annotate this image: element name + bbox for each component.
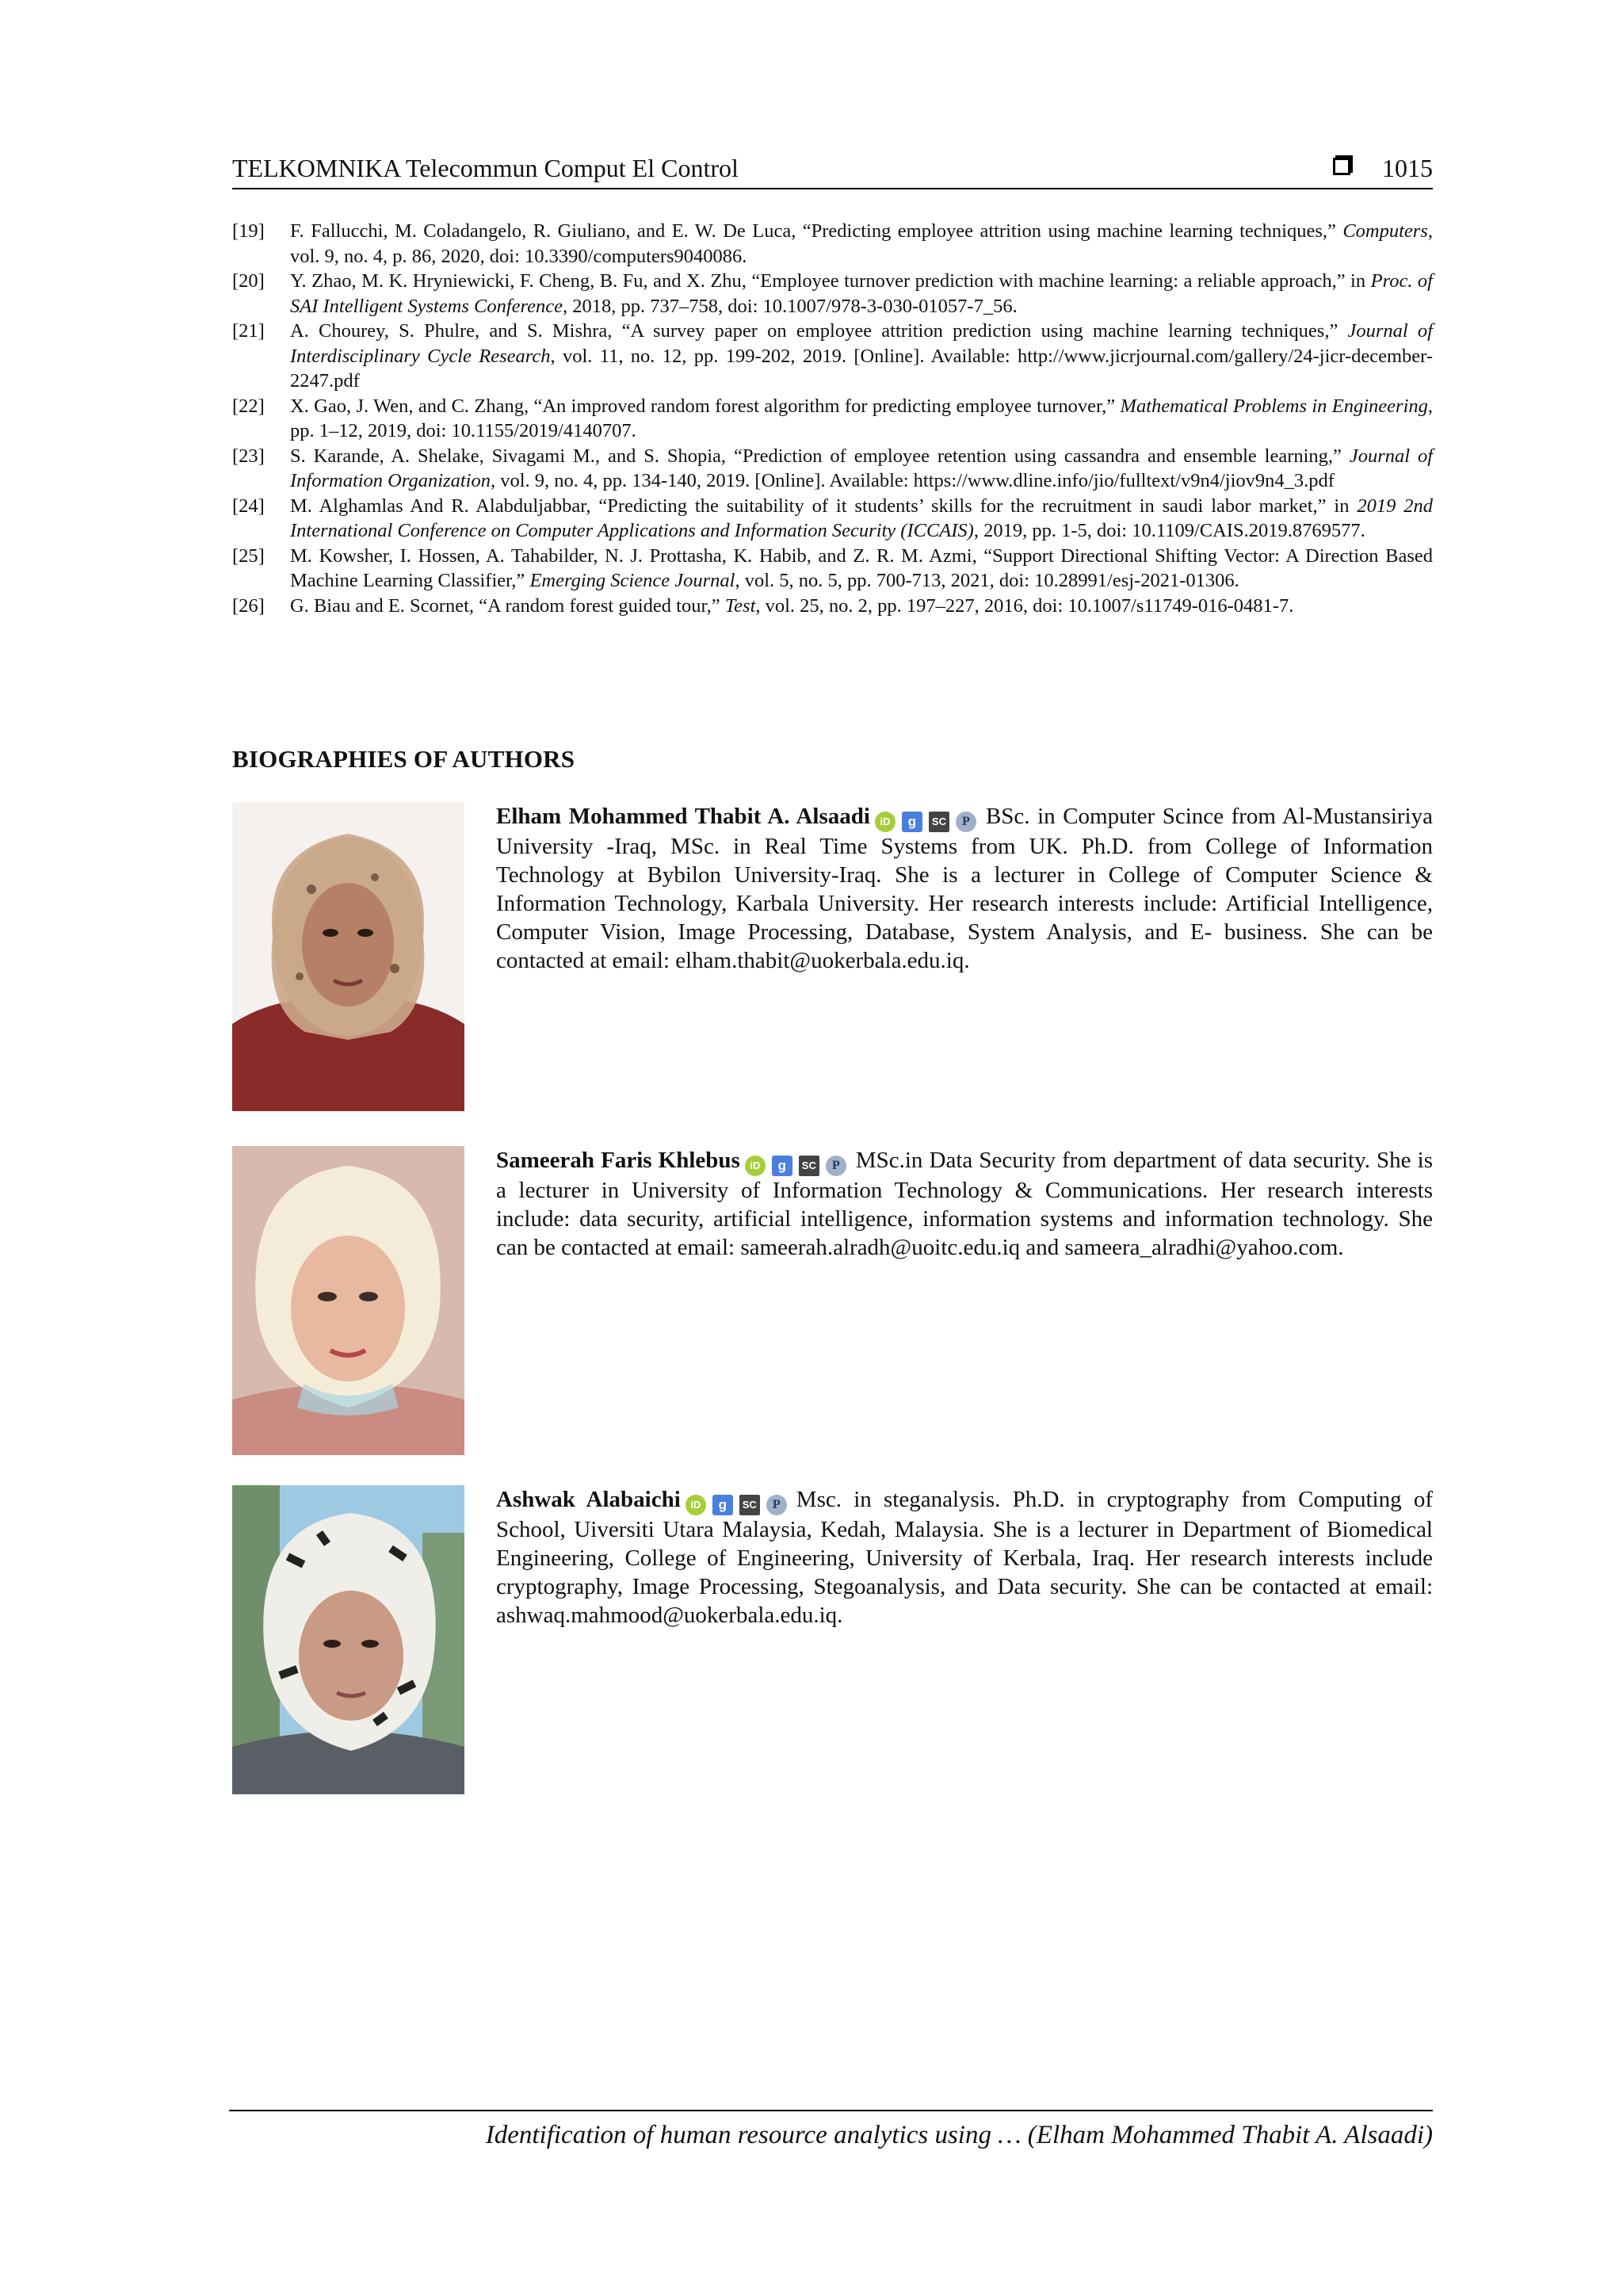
publons-icon[interactable]: P [826,1156,846,1176]
author-badges [875,812,976,832]
reference-source: Mathematical Problems in Engineering [1120,395,1428,417]
author-bio-3 [496,1485,1433,1629]
reference-text-run: , vol. 25, no. 2, pp. 197–227, 2016, doi: 10.1007/s11749-016-0481-7. [755,594,1294,617]
google-scholar-icon[interactable]: g [772,1156,792,1176]
reference-number: [25] [232,544,265,567]
reference-number: [20] [232,270,265,292]
author-name: Sameerah Faris Khlebus [496,1148,740,1173]
running-footer: Identification of human resource analytics using … (Elham Mohammed Thabit A. Alsaadi) [229,2110,1433,2150]
reference-text [290,594,1433,619]
reference-source: Test [724,594,756,617]
author-badges [745,1156,846,1176]
orcid-icon[interactable]: iD [875,812,896,832]
author-bio-1 [496,802,1433,975]
scopus-icon[interactable]: SC [799,1156,819,1176]
running-header [232,155,1433,189]
section-title: BIOGRAPHIES OF AUTHORS [232,745,575,773]
reference-source: Computers [1342,220,1428,242]
reference-text-run: Y. Zhao, M. K. Hryniewicki, F. Cheng, B. Fu, and X. Zhu, “Employee turnover prediction with machine learning: a reliable approach,” in [290,270,1371,292]
reference-item [232,269,1433,319]
author-badges [685,1495,787,1515]
author-bio-text: Msc. in steganalysis. Ph.D. in cryptography from Computing of School, Uiversiti Utara Malaysia, Kedah, Malaysia. She is a lecturer in Department of Biomedical Engineering, College of Engineering, University of Kerbala, Iraq. Her research interests include cryptography, Image Processing, Stegoanalysis, and Data security. She can be contacted at email: ashwaq.mahmood@uokerbala.edu.iq. [496,1487,1433,1628]
reference-text-run: M. Kowsher, I. Hossen, A. Tahabilder, N. J. Prottasha, K. Habib, and Z. R. M. Azmi, “Support Directional Shifting Vector: A Direction Based Machine Learning Classifier,” [290,544,1433,591]
reference-text [290,269,1433,319]
reference-text-run: , 2019, pp. 1-5, doi: 10.1109/CAIS.2019.8769577. [973,520,1365,541]
reference-text-run: , vol. 5, no. 5, pp. 700-713, 2021, doi: 10.28991/esj-2021-01306. [735,570,1239,591]
reference-text [290,319,1433,394]
reference-source: Journal of Interdisciplinary Cycle Research [290,320,1433,367]
reference-number: [26] [232,594,265,617]
publons-icon[interactable]: P [766,1495,787,1515]
reference-item [232,594,1433,619]
scopus-icon[interactable]: SC [739,1495,760,1515]
author-bio-2 [496,1146,1433,1262]
reference-number: [22] [232,395,265,417]
reference-source: Journal of Information Organization [290,445,1433,491]
reference-item [232,394,1433,444]
scopus-icon[interactable]: SC [929,812,949,832]
author-bio-text: MSc.in Data Security from department of data security. She is a lecturer in University of Information Technology & Communications. Her research interests include: data security, artificial intelligence, information systems and information technology. She can be contacted at email: sameerah.alradh@uoitc.edu.iq and sameera_alradhi@yahoo.com. [496,1148,1433,1260]
reference-text [290,394,1433,444]
reference-number: [23] [232,445,265,467]
orcid-icon[interactable]: iD [685,1495,706,1515]
reference-text-run: A. Chourey, S. Phulre, and S. Mishra, “A survey paper on employee attrition prediction using machine learning techniques,” [290,320,1348,342]
header-right [1333,154,1433,183]
reference-text [290,444,1433,494]
google-scholar-icon[interactable]: g [902,812,922,832]
reference-text [290,494,1433,544]
page-number: 1015 [1382,154,1433,182]
reference-text-run: , vol. 11, no. 12, pp. 199-202, 2019. [Online]. Available: http://www.jicrjournal.com/gallery/24-jicr-december-2247.pdf [290,345,1434,392]
author-photo-1 [232,802,464,1111]
orcid-icon[interactable]: iD [745,1156,766,1176]
reference-source: Emerging Science Journal [529,570,735,591]
publons-icon[interactable]: P [956,812,976,832]
reference-number: [19] [232,220,265,242]
square-bullet-icon [1333,158,1350,175]
author-bio-text: BSc. in Computer Scince from Al-Mustansiriya University -Iraq, MSc. in Real Time Systems from UK. Ph.D. from College of Information Technology at Bybilon University-Iraq. She is a lecturer in College of Computer Science & Information Technology, Karbala University. Her research interests include: Artificial Intelligence, Computer Vision, Image Processing, Database, System Analysis, and E- business. She can be contacted at email: elham.thabit@uokerbala.edu.iq. [496,804,1433,973]
reference-list [232,219,1433,618]
journal-name: TELKOMNIKA Telecommun Comput El Control [232,154,739,182]
author-photo-2 [232,1146,464,1455]
reference-text-run: S. Karande, A. Shelake, Sivagami M., and S. Shopia, “Prediction of employee retention using cassandra and ensemble learning,” [290,445,1350,467]
reference-item [232,544,1433,594]
reference-text-run: G. Biau and E. Scornet, “A random forest guided tour,” [290,594,725,617]
google-scholar-icon[interactable]: g [712,1495,733,1515]
author-name: Ashwak Alabaichi [496,1487,681,1512]
reference-text-run: , vol. 9, no. 4, p. 86, 2020, doi: 10.3390/computers9040086. [290,220,1433,267]
reference-text-run: X. Gao, J. Wen, and C. Zhang, “An improved random forest algorithm for predicting employee turnover,” [290,395,1121,417]
reference-item [232,319,1433,394]
reference-text-run: , 2018, pp. 737–758, doi: 10.1007/978-3-030-01057-7_56. [563,295,1018,317]
reference-text-run: F. Fallucchi, M. Coladangelo, R. Giuliano, and E. W. De Luca, “Predicting employee attrition using machine learning techniques,” [290,220,1343,242]
reference-text [290,219,1433,269]
reference-text [290,544,1433,594]
reference-item [232,494,1433,544]
reference-text-run: , pp. 1–12, 2019, doi: 10.1155/2019/4140707. [290,395,1433,441]
reference-item [232,219,1433,269]
reference-text-run: , vol. 9, no. 4, pp. 134-140, 2019. [Online]. Available: https://www.dline.info/jio/fulltext/v9n4/jiov9n4_3.pdf [490,470,1335,491]
author-photo-3 [232,1485,464,1794]
reference-item [232,444,1433,494]
reference-text-run: M. Alghamlas And R. Alabduljabbar, “Predicting the suitability of it students’ skills for the recruitment in saudi labor market,” in [290,495,1358,517]
reference-number: [24] [232,495,265,517]
reference-source: 2019 2nd International Conference on Computer Applications and Information Security (ICCAIS) [290,495,1434,541]
reference-number: [21] [232,320,265,342]
author-name: Elham Mohammed Thabit A. Alsaadi [496,804,870,829]
reference-source: Proc. of SAI Intelligent Systems Conference [290,270,1433,317]
